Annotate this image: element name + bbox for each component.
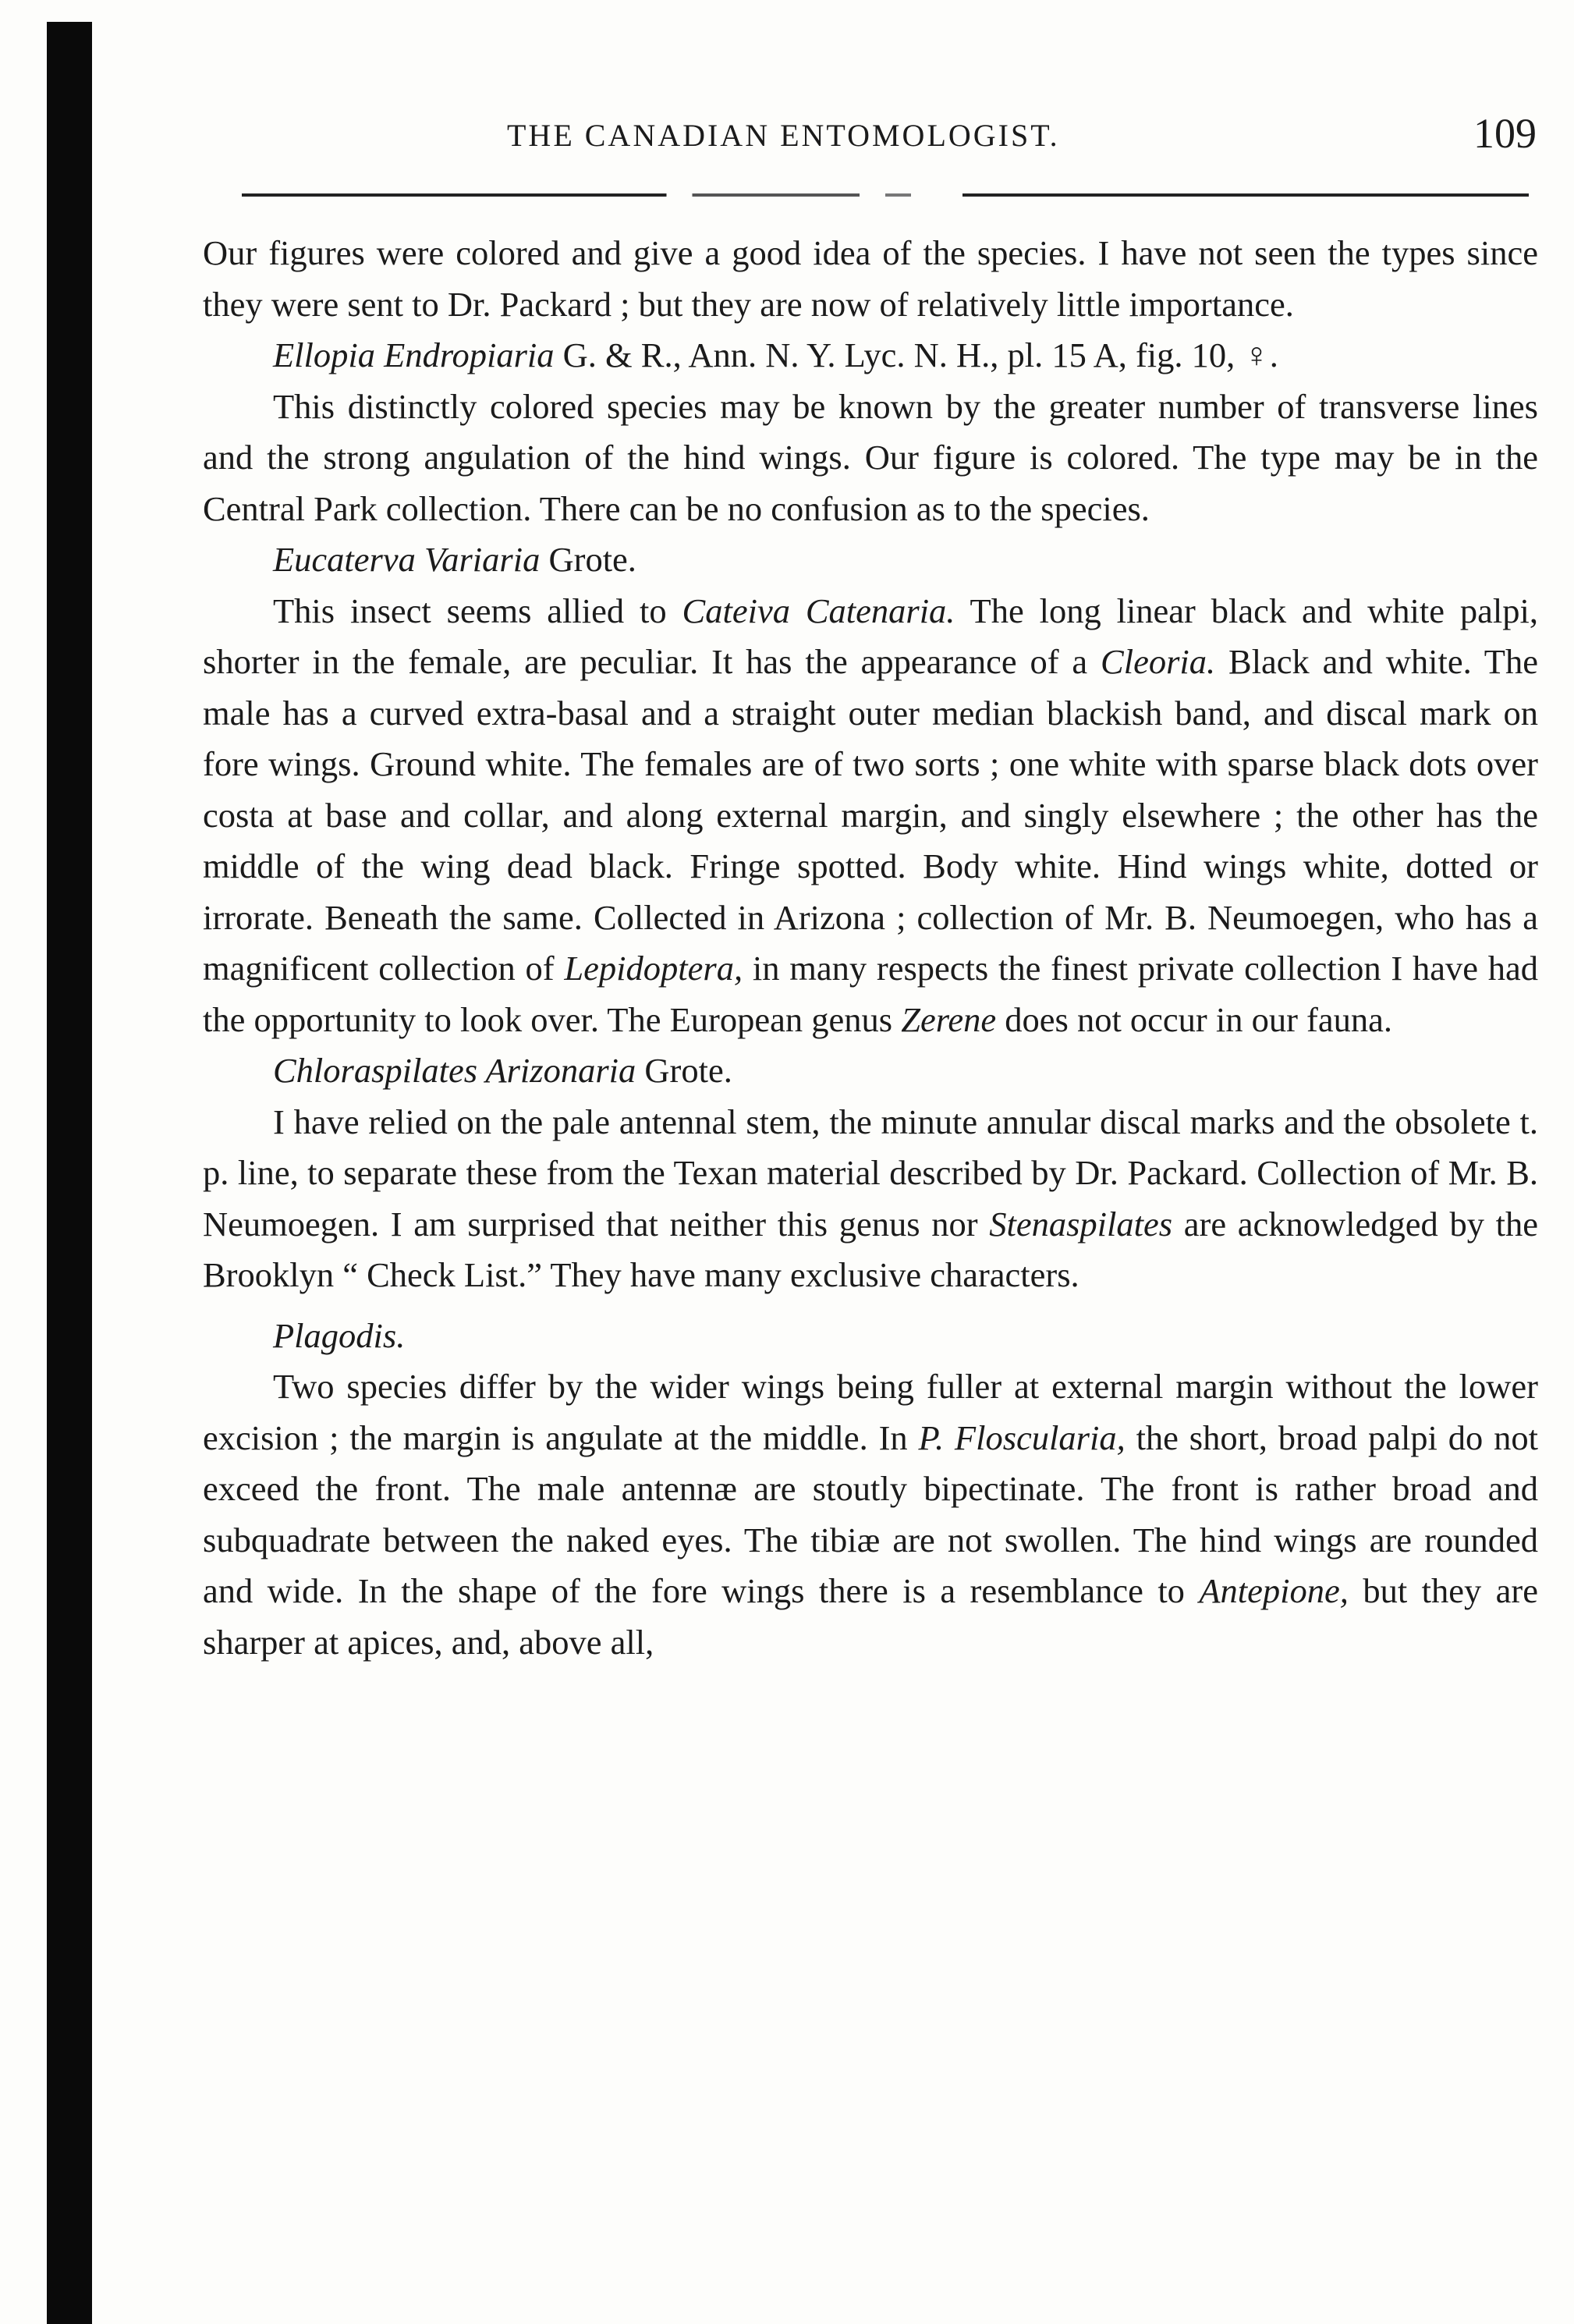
author-name: Grote. [636, 1051, 732, 1090]
paragraph-plagodis [203, 1361, 1538, 1668]
paragraph-text: are acknowledged by the Brooklyn “ Check List.” They have many exclusive characters. [203, 1204, 1538, 1294]
taxon-name: P. Floscularia, [918, 1417, 1126, 1457]
paragraph-text: The long linear black and white palpi, shorter in the female, are peculiar. It has the appearance of a [203, 591, 1538, 681]
paragraph-chloraspilates [203, 1097, 1538, 1301]
paragraph-text: Our figures were colored and give a good idea of the species. I have not seen the types since they were sent to Dr. Packard ; but they are now of relatively little importance. [203, 233, 1538, 324]
species-citation-ellopia [203, 330, 1538, 381]
species-heading-chloraspilates [203, 1045, 1538, 1097]
genus-name: Plagodis. [273, 1315, 406, 1355]
book-spine-edge [47, 22, 92, 2324]
paragraph-figures [203, 228, 1538, 330]
taxon-name: Cateiva Catenaria. [682, 591, 955, 630]
genus-heading-plagodis [203, 1311, 1538, 1362]
taxon-name: Stenaspilates [989, 1204, 1173, 1244]
paragraph-text: Black and white. The male has a curved extra-basal and a straight outer median blackish band, and discal mark on fore wings. Ground white. The females are of two sorts ; one white with sparse black dots over costa at base and collar, and along external margin, and singly elsewhere ; the other has the middle of the wing dead black. Fringe spotted. Body white. Hind wings white, dotted or irrorate. Beneath the same. Collected in Arizona ; collection of Mr. B. Neumoegen, who has a magnificent collection of [203, 642, 1538, 988]
paragraph-eucaterva [203, 586, 1538, 1046]
paragraph-text: Two species differ by the wider wings being fuller at external margin without the lower excision ; the margin is angulate at the middle. In [203, 1367, 1538, 1457]
header-rule [242, 193, 1529, 197]
running-title: THE CANADIAN ENTOMOLOGIST. [507, 118, 1060, 153]
species-name: Chloraspilates Arizonaria [273, 1051, 636, 1090]
page-number: 109 [1473, 110, 1537, 157]
paragraph-text: the short, broad palpi do not exceed the front. The male antennæ are stoutly bipectinate. The front is rather broad and subquadrate between the naked eyes. The tibiæ are not swollen. The hind wings are rounded and wide. In the shape of the fore wings there is a resemblance to [203, 1417, 1538, 1610]
species-heading-eucaterva [203, 534, 1538, 586]
citation-text: G. & R., Ann. N. Y. Lyc. N. H., pl. 15 A, fig. 10, ♀. [554, 335, 1278, 374]
paragraph-text: but they are sharper at apices, and, above all, [203, 1571, 1538, 1662]
paragraph-text: This distinctly colored species may be known by the greater number of transverse lines and the strong angulation of the hind wings. Our figure is colored. The type may be in the Central Park collection. There can be no confusion as to the species. [203, 386, 1538, 528]
paragraph-text: This insect seems allied to [273, 591, 682, 630]
paragraph-text: in many respects the finest private collection I have had the opportunity to look over. The European genus [203, 949, 1538, 1039]
taxon-name: Antepione, [1199, 1571, 1349, 1610]
taxon-name: Zerene [901, 999, 997, 1039]
taxon-name: Cleoria. [1101, 642, 1216, 681]
article-body [203, 228, 1538, 1668]
species-name: Eucaterva Variaria [273, 540, 541, 579]
paragraph-text: I have relied on the pale antennal stem, the minute annular discal marks and the obsolete t. p. line, to separate these from the Texan material described by Dr. Packard. Collection of Mr. B. Neumoegen. I am surprised that neither this genus nor [203, 1102, 1538, 1244]
page-header [211, 109, 1537, 172]
species-name: Ellopia Endropiaria [273, 335, 555, 374]
author-name: Grote. [540, 540, 636, 579]
paragraph-text: does not occur in our fauna. [996, 999, 1393, 1039]
paragraph-ellopia [203, 381, 1538, 535]
taxon-name: Lepidoptera, [564, 949, 743, 988]
